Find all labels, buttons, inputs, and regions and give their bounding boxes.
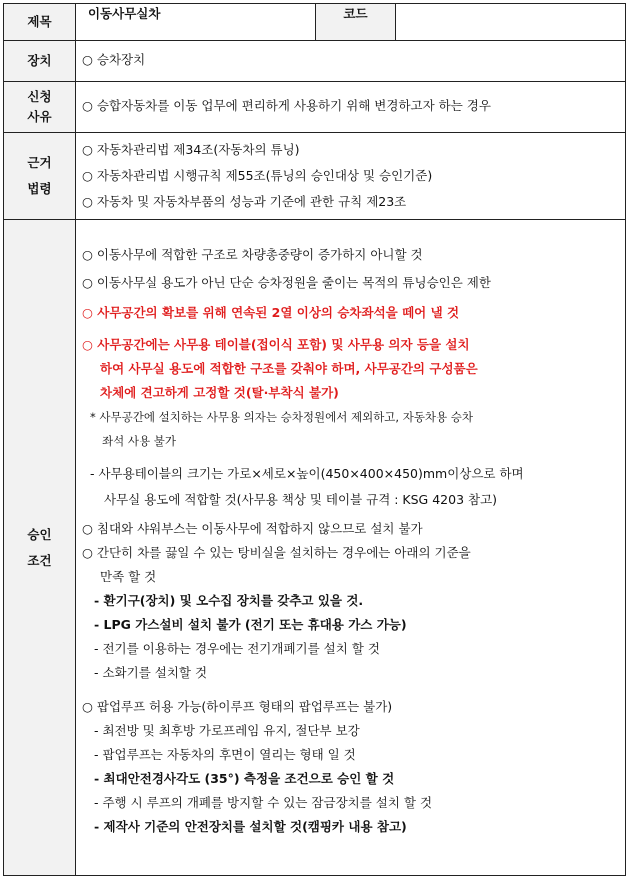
law-line-2: ○ 자동차관리법 시행규칙 제55조(튜닝의 승인대상 및 승인기준) bbox=[82, 168, 433, 183]
conditions-label: 승인 조건 bbox=[4, 220, 76, 876]
cond-line-2: ○ 이동사무실 용도가 아닌 단순 승차정원을 줄이는 목적의 튜닝승인은 제한 bbox=[82, 275, 491, 290]
device-row bbox=[4, 41, 626, 82]
device-line: ○ 승차장치 bbox=[82, 52, 146, 67]
law-row bbox=[4, 133, 626, 220]
cond-line-10: 사무실 용도에 적합할 것(사무용 책상 및 테이블 규격 : KSG 4203 참고) bbox=[104, 492, 498, 507]
cond-line-15: - LPG 가스설비 설치 불가 (전기 또는 휴대용 가스 가능) bbox=[94, 617, 407, 632]
tuning-approval-table bbox=[3, 3, 626, 876]
cond-line-21: - 최대안전경사각도 (35°) 측정을 조건으로 승인 할 것 bbox=[94, 771, 395, 786]
cond-line-22: - 주행 시 루프의 개폐를 방지할 수 있는 잠금장치를 설치 할 것 bbox=[94, 795, 433, 810]
cond-line-4: ○ 사무공간에는 사무용 테이블(접이식 포함) 및 사무용 의자 등을 설치 bbox=[82, 337, 470, 352]
device-label: 장치 bbox=[4, 41, 76, 82]
conditions-row bbox=[4, 220, 626, 876]
cond-line-20: - 팝업루프는 자동차의 후면이 열리는 형태 일 것 bbox=[94, 747, 356, 762]
cond-line-12: ○ 간단히 차를 끓일 수 있는 탕비실을 설치하는 경우에는 아래의 기준을 bbox=[82, 545, 471, 560]
reason-row bbox=[4, 82, 626, 133]
law-line-1: ○ 자동차관리법 제34조(자동차의 튜닝) bbox=[82, 142, 300, 157]
cond-line-23: - 제작사 기준의 안전장치를 설치할 것(캠핑카 내용 참고) bbox=[94, 819, 407, 834]
code-value bbox=[396, 4, 626, 41]
reason-label: 신청 사유 bbox=[4, 82, 76, 133]
header-row bbox=[4, 4, 626, 41]
law-label: 근거 법령 bbox=[4, 133, 76, 220]
cond-line-3: ○ 사무공간의 확보를 위해 연속된 2열 이상의 승차좌석을 떼어 낼 것 bbox=[82, 305, 460, 320]
reason-line: ○ 승합자동차를 이동 업무에 편리하게 사용하기 위해 변경하고자 하는 경우 bbox=[82, 98, 491, 113]
cond-line-5: 하여 사무실 용도에 적합한 구조를 갖춰야 하며, 사무공간의 구성품은 bbox=[100, 361, 478, 376]
cond-line-17: - 소화기를 설치할 것 bbox=[94, 665, 208, 680]
cond-line-1: ○ 이동사무에 적합한 구조로 차량총중량이 증가하지 아니할 것 bbox=[82, 247, 423, 262]
law-line-3: ○ 자동차 및 자동차부품의 성능과 기준에 관한 규칙 제23조 bbox=[82, 194, 407, 209]
cond-line-13: 만족 할 것 bbox=[100, 569, 157, 584]
cond-line-19: - 최전방 및 최후방 가로프레임 유지, 절단부 보강 bbox=[94, 723, 360, 738]
cond-line-11: ○ 침대와 샤워부스는 이동사무에 적합하지 않으므로 설치 불가 bbox=[82, 521, 423, 536]
cond-line-14: - 환기구(장치) 및 오수집 장치를 갖추고 있을 것. bbox=[94, 593, 364, 608]
cond-line-16: - 전기를 이용하는 경우에는 전기개폐기를 설치 할 것 bbox=[94, 641, 380, 656]
cond-note-2: 좌석 사용 불가 bbox=[102, 434, 176, 448]
code-label: 코드 bbox=[316, 4, 396, 41]
title-value: 이동사무실차 bbox=[76, 4, 316, 41]
title-label: 제목 bbox=[4, 4, 76, 41]
cond-line-9: - 사무용테이블의 크기는 가로×세로×높이(450×400×450)mm이상으로 하며 bbox=[90, 466, 524, 481]
cond-note-1: * 사무공간에 설치하는 사무용 의자는 승차정원에서 제외하고, 자동차용 승차 bbox=[90, 410, 474, 424]
cond-line-6: 차체에 견고하게 고정할 것(탈·부착식 불가) bbox=[100, 385, 339, 400]
cond-line-18: ○ 팝업루프 허용 가능(하이루프 형태의 팝업루프는 불가) bbox=[82, 699, 393, 714]
